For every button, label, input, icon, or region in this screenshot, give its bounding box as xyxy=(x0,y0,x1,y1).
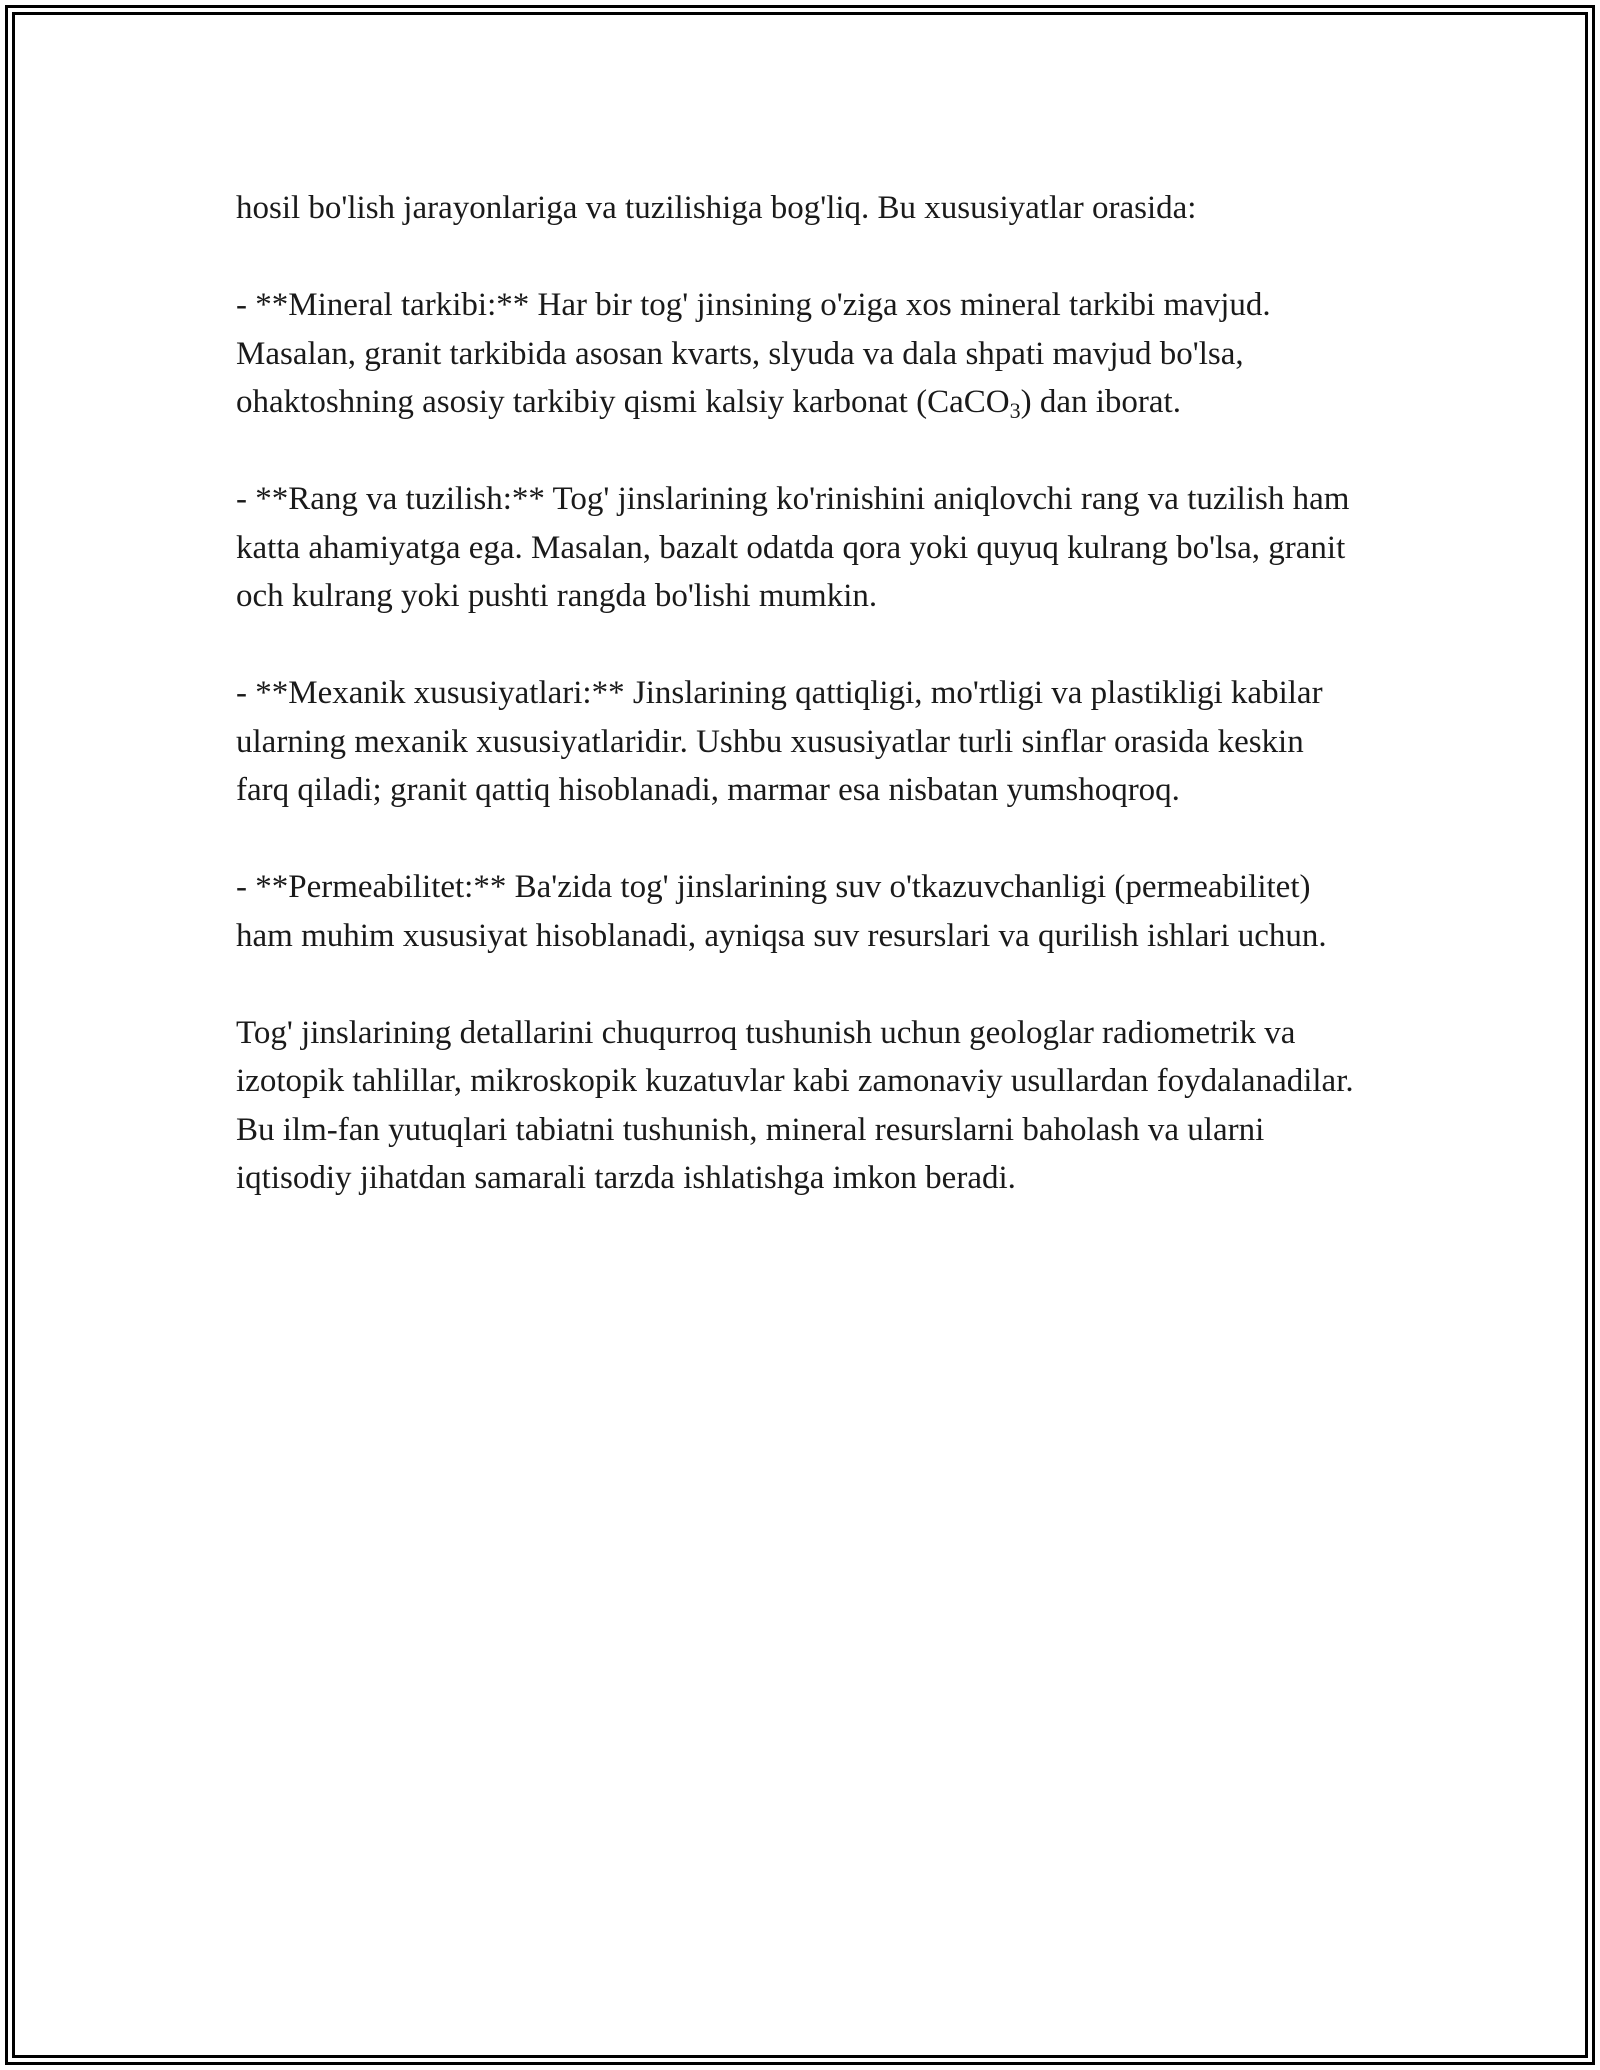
list-item-text-tail: ) dan iborat. xyxy=(1020,384,1181,420)
subscript: 3 xyxy=(1009,398,1021,423)
list-item-text: Jinslarining qattiqligi, mo'rtligi va plastikligi kabilar ularning mexanik xususiyatlaridir. Ushbu xususiyatlar turli sinflar orasida keskin farq qiladi; granit qattiq hisoblanadi, marmar esa nisbatan yumshoqroq. xyxy=(236,675,1323,808)
list-item-mineral xyxy=(236,281,1356,427)
list-item-rang xyxy=(236,475,1356,621)
list-item-head: - **Mineral tarkibi:** xyxy=(236,287,530,323)
list-item-text: Har bir tog' jinsining o'ziga xos mineral tarkibi mavjud. Masalan, granit tarkibida asosan kvarts, slyuda va dala shpati mavjud bo'lsa, ohaktoshning asosiy tarkibiy qismi kalsiy karbonat (CaCO xyxy=(236,287,1271,420)
list-item-mexanik xyxy=(236,669,1356,815)
document-body xyxy=(236,184,1356,1251)
conclusion-paragraph: Tog' jinslarining detallarini chuqurroq tushunish uchun geologlar radiometrik va izotopik tahlillar, mikroskopik kuzatuvlar kabi zamonaviy usullardan foydalanadilar. Bu ilm-fan yutuqlari tabiatni tushunish, mineral resurslarni baholash va ularni iqtisodiy jihatdan samarali tarzda ishlatishga imkon beradi. xyxy=(236,1014,1354,1196)
list-item-head: - **Mexanik xususiyatlari:** xyxy=(236,675,625,711)
list-item-head: - **Rang va tuzilish:** xyxy=(236,481,545,517)
list-item-permeabilitet xyxy=(236,863,1356,960)
list-item-head: - **Permeabilitet:** xyxy=(236,869,507,905)
intro-paragraph: hosil bo'lish jarayonlariga va tuzilishiga bog'liq. Bu xususiyatlar orasida: xyxy=(236,190,1197,226)
list-item-text: Ba'zida tog' jinslarining suv o'tkazuvchanligi (permeabilitet) ham muhim xususiyat hisoblanadi, ayniqsa suv resurslari va qurilish ishlari uchun. xyxy=(236,869,1327,954)
list-item-text: Tog' jinslarining ko'rinishini aniqlovchi rang va tuzilish ham katta ahamiyatga ega. Masalan, bazalt odatda qora yoki quyuq kulrang bo'lsa, granit och kulrang yoki pushti rangda bo'lishi mumkin. xyxy=(236,481,1350,614)
